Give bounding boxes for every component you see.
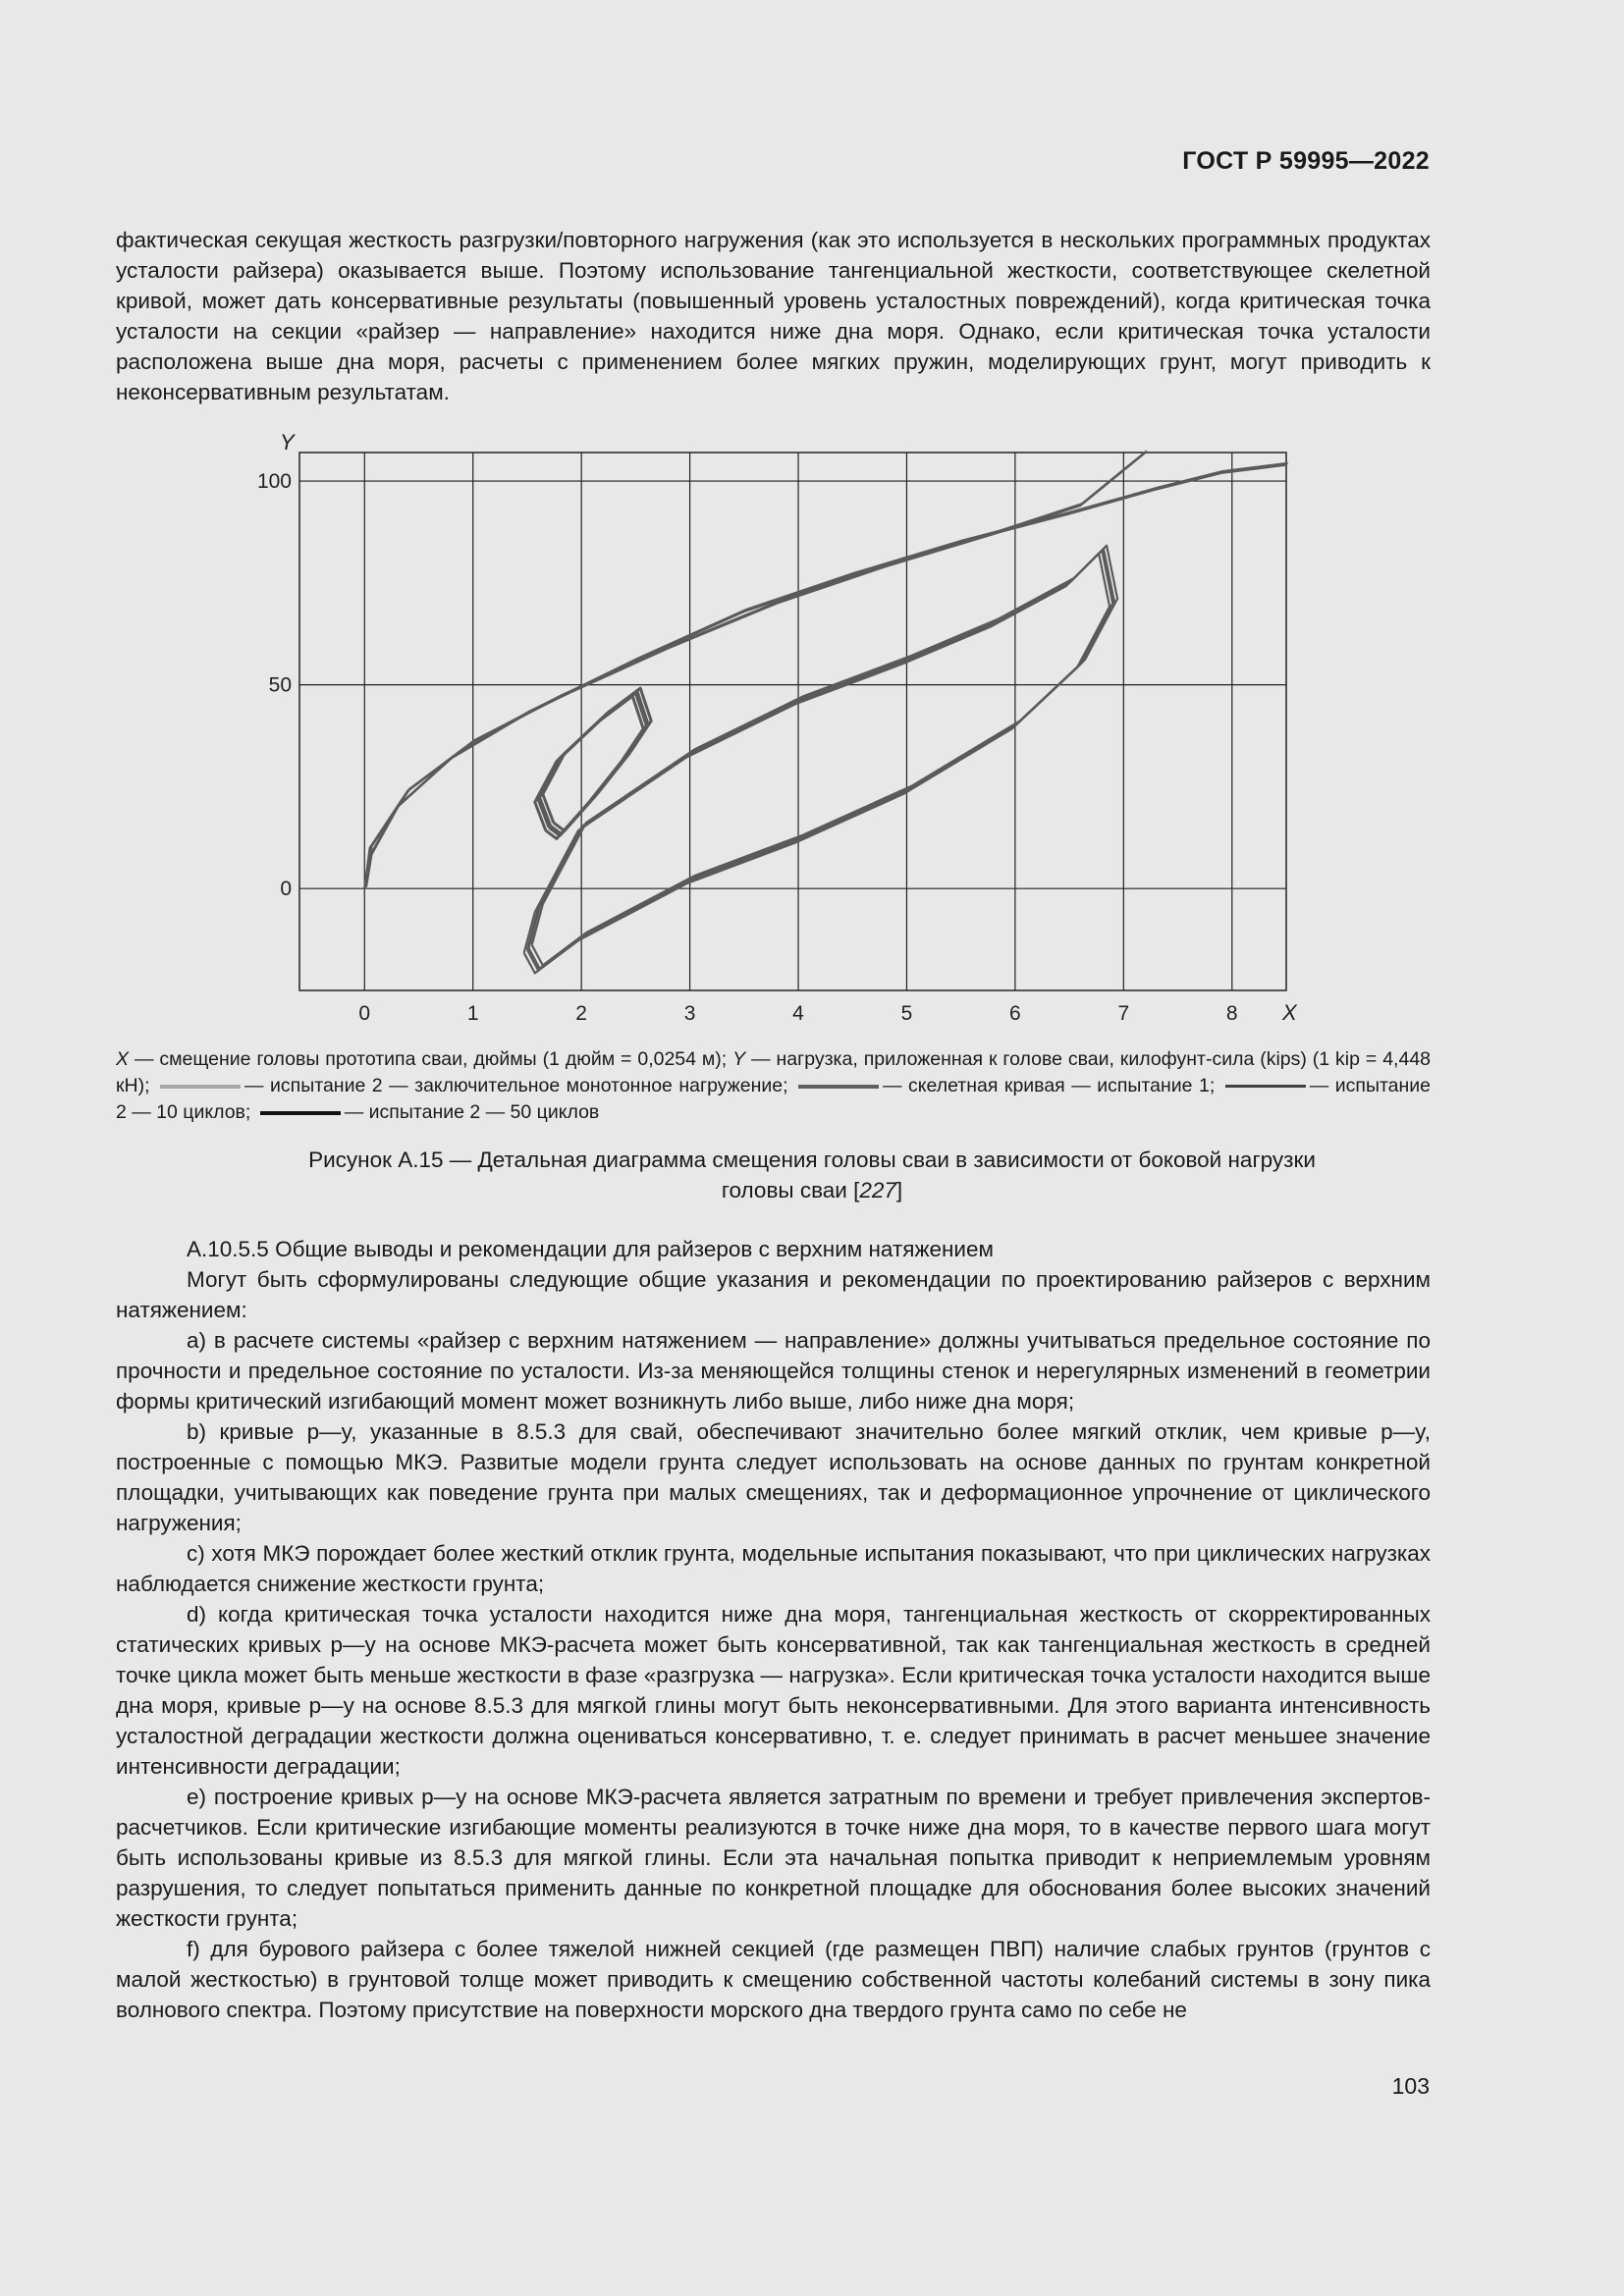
x-tick-label: 2 xyxy=(575,1002,587,1025)
figure-title: Рисунок А.15 — Детальная диаграмма смещения головы сваи в зависимости от боковой нагрузки xyxy=(308,1148,1316,1172)
series-line-2 xyxy=(364,453,1145,888)
legend-item-skeleton: — скелетная кривая — испытание 1; xyxy=(883,1075,1216,1096)
standard-header: ГОСТ Р 59995—2022 xyxy=(1182,147,1430,175)
list-item-a: а) в расчете системы «райзер с верхним натяжением — направление» должны учитываться предельное состояние по прочности и предельное состояние по усталости. Из-за меняющейся толщины стенок и нерегулярных изменений в геометрии формы критический изгибающий момент может возникнуть либо выше, либо ниже дна моря; xyxy=(116,1328,1431,1414)
legend-swatch-skeleton xyxy=(798,1085,879,1089)
legend-swatch-10-cycles xyxy=(1225,1085,1306,1088)
x-tick-label: 7 xyxy=(1117,1002,1130,1025)
x-tick-label: 8 xyxy=(1225,1002,1238,1025)
y-symbol: Y xyxy=(732,1048,746,1070)
x-axis-label: X xyxy=(1282,1000,1297,1025)
y-tick-label: 50 xyxy=(268,673,292,697)
intro-paragraph: фактическая секущая жесткость разгрузки/повторного нагружения (как это используется в нескольких программных продуктах усталости райзера) оказывается выше. Поэтому использование тангенциальной жесткости, соответствующее скелетной кривой, может дать консервативные результаты (повышенный уровень усталостных повреждений), когда критическая точка усталости на секции «райзер — направление» находится ниже дна моря. Однако, если критическая точка усталости расположена выше дна моря, расчеты с применением более мягких пружин, моделирующих грунт, могут приводить к неконсервативным результатам. xyxy=(116,228,1431,404)
list-item-e: е) построение кривых p—y на основе МКЭ-расчета является затратным по времени и требует привлечения экспертов-расчетчиков. Если критические изгибающие моменты реализуются в точке ниже дна моря, то в качестве первого шага могут быть использованы кривые из 8.5.3 для мягкой глины. Если эта начальная попытка приводит к неприемлемым уровням разрушения, то следует попытаться применить данные по конкретной площадке для обоснования более высоких значений жесткости грунта; xyxy=(116,1785,1431,1931)
x-definition: — смещение головы прототипа сваи, дюймы (1 дюйм = 0,0254 м); xyxy=(134,1048,728,1070)
x-tick-label: 0 xyxy=(358,1002,371,1025)
figure-legend xyxy=(116,1046,1431,1126)
section-heading: А.10.5.5 Общие выводы и рекомендации для райзеров с верхним натяжением xyxy=(187,1237,994,1261)
figure-reference: 227 xyxy=(859,1178,896,1202)
y-tick-label: 100 xyxy=(256,470,292,494)
x-tick-label: 5 xyxy=(900,1002,913,1025)
page-number: 103 xyxy=(1391,2073,1430,2099)
y-tick-label: 0 xyxy=(280,878,292,901)
legend-item-10-cycles: — испытание 2 — 10 циклов; xyxy=(116,1075,1432,1123)
series-line-2 xyxy=(366,451,1147,886)
displacement-load-chart xyxy=(245,428,1316,1029)
legend-item-50-cycles: — испытание 2 — 50 циклов xyxy=(344,1101,600,1123)
legend-swatch-monotonic xyxy=(160,1085,241,1089)
figure-title-end: ] xyxy=(895,1178,903,1202)
x-tick-label: 4 xyxy=(792,1002,804,1025)
figure xyxy=(245,428,1316,1029)
x-symbol: X xyxy=(116,1048,130,1070)
y-axis-label: Y xyxy=(280,430,295,454)
figure-title-line2: головы сваи [ xyxy=(721,1178,860,1202)
series-line-3 xyxy=(529,549,1114,969)
figure-caption xyxy=(196,1145,1428,1205)
series-line-3 xyxy=(532,546,1117,966)
x-tick-label: 3 xyxy=(683,1002,696,1025)
legend-swatch-50-cycles xyxy=(260,1111,341,1115)
section-lead: Могут быть сформулированы следующие общие указания и рекомендации по проектированию райзеров с верхним натяжением: xyxy=(116,1267,1431,1322)
list-item-d: d) когда критическая точка усталости находится ниже дна моря, тангенциальная жесткость от скорректированных статических кривых p—y на основе МКЭ-расчета может быть консервативной, так как тангенциальная жесткость в средней точке цикла может быть меньше жесткости в фазе «разгрузка — нагрузка». Если критическая точка усталости находится выше дна моря, кривые p—y на основе 8.5.3 для мягкой глины могут быть неконсервативными. Для этого варианта интенсивность усталостной деградации жесткости должна оцениваться консервативно, т. е. следует принимать в расчет меньшее значение интенсивности деградации; xyxy=(116,1602,1431,1779)
plot-frame xyxy=(299,453,1286,990)
list-item-c: c) хотя МКЭ порождает более жесткий отклик грунта, модельные испытания показывают, что при циклических нагрузках наблюдается снижение жесткости грунта; xyxy=(116,1541,1431,1596)
section-body xyxy=(116,1234,1431,2025)
series-line-3 xyxy=(527,551,1112,971)
legend-item-monotonic: — испытание 2 — заключительное монотонное нагружение; xyxy=(244,1075,788,1096)
x-tick-label: 1 xyxy=(466,1002,479,1025)
x-tick-label: 6 xyxy=(1009,1002,1021,1025)
list-item-b: b) кривые p—y, указанные в 8.5.3 для свай, обеспечивают значительно более мягкий отклик, чем кривые p—y, построенные с помощью МКЭ. Развитые модели грунта следует использовать на основе данных по грунтам конкретной площадки, учитывающих как поведение грунта при малых смещениях, так и деформационное упрочнение от циклического нагружения; xyxy=(116,1419,1431,1535)
list-item-f: f) для бурового райзера с более тяжелой нижней секцией (где размещен ПВП) наличие слабых грунтов (грунтов с малой жесткостью) в грунтовой толще может приводить к смещению собственной частоты колебаний системы в зону пика волнового спектра. Поэтому присутствие на поверхности морского дна твердого грунта само по себе не xyxy=(116,1937,1431,2022)
series-line-3 xyxy=(524,554,1110,974)
y-definition: — нагрузка, приложенная к голове сваи, килофунт-сила (kips) (1 kip = 4,448 кН); xyxy=(116,1048,1432,1096)
